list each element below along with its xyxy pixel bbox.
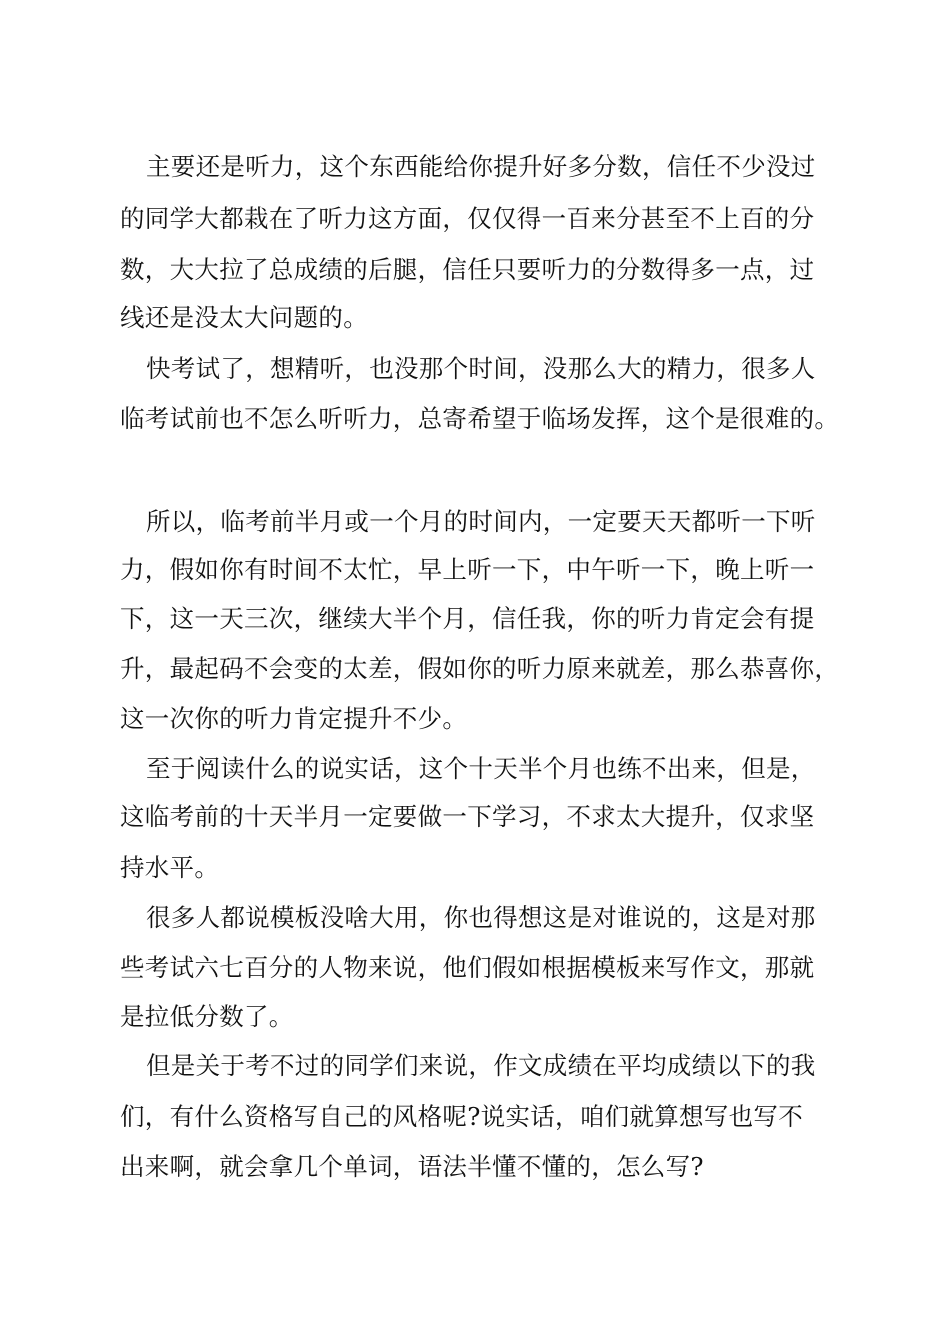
text-line: 升，最起码不会变的太差，假如你的听力原来就差，那么恭喜你， xyxy=(120,654,840,683)
text-line: 的同学大都栽在了听力这方面，仅仅得一百来分甚至不上百的分 xyxy=(120,204,815,233)
text-line: 这临考前的十天半月一定要做一下学习，不求太大提升，仅求坚 xyxy=(120,802,815,831)
text-line: 线还是没太大问题的。 xyxy=(120,303,368,332)
text-line: 但是关于考不过的同学们来说，作文成绩在平均成绩以下的我 xyxy=(146,1051,816,1080)
text-line: 数，大大拉了总成绩的后腿，信任只要听力的分数得多一点，过 xyxy=(120,255,815,284)
text-line: 些考试六七百分的人物来说，他们假如根据模板来写作文，那就 xyxy=(120,953,815,982)
text-line: 所以，临考前半月或一个月的时间内，一定要天天都听一下听 xyxy=(146,507,816,536)
text-line: 持水平。 xyxy=(120,853,220,882)
text-line: 至于阅读什么的说实话，这个十天半个月也练不出来，但是， xyxy=(146,754,816,783)
text-line: 很多人都说模板没啥大用，你也得想这是对谁说的，这是对那 xyxy=(146,903,816,932)
text-line: 们，有什么资格写自己的风格呢?说实话，咱们就算想写也写不 xyxy=(120,1102,804,1131)
text-line: 这一次你的听力肯定提升不少。 xyxy=(120,704,468,733)
text-line: 出来啊，就会拿几个单词，语法半懂不懂的，怎么写? xyxy=(120,1152,704,1181)
text-line: 是拉低分数了。 xyxy=(120,1002,294,1031)
text-line: 临考试前也不怎么听听力，总寄希望于临场发挥，这个是很难的。 xyxy=(120,404,840,433)
text-line: 下，这一天三次，继续大半个月，信任我，你的听力肯定会有提 xyxy=(120,604,815,633)
text-line: 快考试了，想精听，也没那个时间，没那么大的精力，很多人 xyxy=(146,354,816,383)
text-line: 主要还是听力，这个东西能给你提升好多分数，信任不少没过 xyxy=(146,152,816,181)
text-line: 力，假如你有时间不太忙，早上听一下，中午听一下，晚上听一 xyxy=(120,555,815,584)
